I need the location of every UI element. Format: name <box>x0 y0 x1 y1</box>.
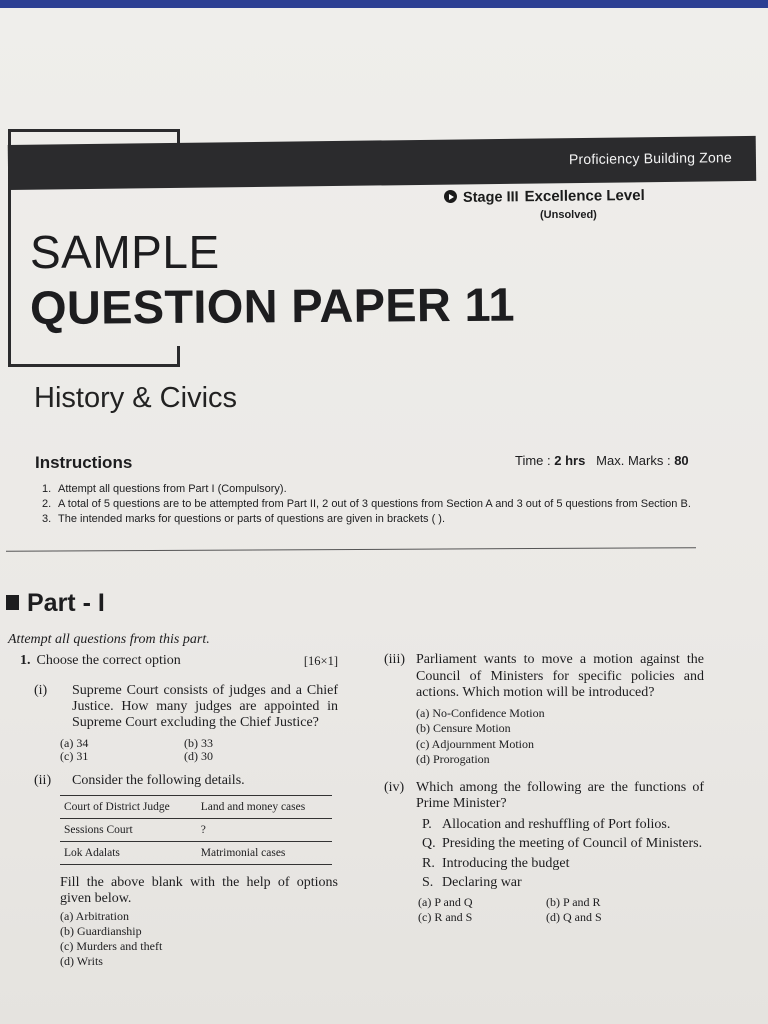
question-iii: (iii) Parliament wants to move a motion against the Council of Ministers for specific policies and actions. Which motion will be introduced? <box>384 652 704 700</box>
option: (d) Q and S <box>546 909 602 924</box>
instructions-list <box>42 482 702 527</box>
table-row: Lok Adalats Matrimonial cases <box>60 842 332 865</box>
zone-label: Proficiency Building Zone <box>568 149 733 168</box>
question-marks: [16×1] <box>303 654 338 668</box>
stage-label <box>444 187 645 206</box>
option: (b) 33 <box>184 736 213 750</box>
table-row: Court of District Judge Land and money cases <box>60 796 332 819</box>
time-and-marks <box>515 453 689 468</box>
option: (d) Prorogation <box>416 752 490 766</box>
title-sample: SAMPLE <box>30 226 220 278</box>
table-row: Sessions Court ? <box>60 819 332 842</box>
instruction-item: 3. The intended marks for questions or parts of questions are given in brackets ( ). <box>42 513 446 525</box>
statement: R. Introducing the budget <box>422 855 570 871</box>
question-ii-options <box>60 909 338 969</box>
question-i-options <box>60 737 338 763</box>
option: (a) P and Q <box>418 894 473 909</box>
question-ii: (ii) Consider the following details. <box>34 773 245 788</box>
instruction-item: 1. Attempt all questions from Part I (Compulsory). <box>42 483 287 495</box>
option: (b) Censure Motion <box>416 721 511 735</box>
option: (a) 34 <box>60 736 89 750</box>
section-divider <box>6 547 696 552</box>
instructions-heading: Instructions <box>35 453 133 472</box>
option: (c) R and S <box>418 909 473 924</box>
title-frame-bottom-right <box>177 346 180 367</box>
play-icon <box>444 190 457 203</box>
question-iv-statements <box>422 817 704 892</box>
option: (b) Guardianship <box>60 924 142 938</box>
stage-level: Excellence Level <box>524 186 645 206</box>
question-iv-options <box>418 895 704 925</box>
option: (d) 30 <box>184 749 213 763</box>
option: (c) Murders and theft <box>60 939 163 953</box>
part-heading: Part - I <box>6 589 105 618</box>
question-i: (i) Supreme Court consists of judges and a Chief Justice. How many judges are appointed in Supreme Court excluding the Chief Justice? <box>34 683 338 730</box>
court-details-table <box>60 795 332 865</box>
square-bullet-icon <box>6 595 19 610</box>
question-iii-options <box>416 706 704 768</box>
marks-label: Max. Marks : <box>596 453 675 468</box>
title-question-paper: QUESTION PAPER 11 <box>29 277 515 334</box>
document-page <box>0 8 768 1024</box>
unsolved-label: (Unsolved) <box>540 209 597 221</box>
question-1: 1. Choose the correct option [16×1] <box>20 653 338 668</box>
option: (c) 31 <box>60 749 89 763</box>
option: (a) No-Confidence Motion <box>416 705 545 720</box>
left-column <box>20 653 338 969</box>
part-instruction: Attempt all questions from this part. <box>8 632 210 647</box>
option: (d) Writs <box>60 954 103 968</box>
option: (b) P and R <box>546 894 601 909</box>
title-frame-bottom <box>8 364 180 367</box>
title-frame-top <box>8 129 180 132</box>
right-column <box>384 652 704 925</box>
subject-title: History & Civics <box>34 382 238 414</box>
stage-prefix: Stage III <box>462 189 519 206</box>
option: (c) Adjournment Motion <box>416 736 534 751</box>
option: (a) Arbitration <box>60 909 129 923</box>
statement: P. Allocation and reshuffling of Port folios. <box>422 816 671 832</box>
question-iv: (iv) Which among the following are the functions of Prime Minister? <box>384 779 704 811</box>
zone-banner <box>8 136 756 190</box>
statement: Q. Presiding the meeting of Council of Ministers. <box>422 836 703 851</box>
time-value: 2 hrs <box>554 453 586 468</box>
statement: S. Declaring war <box>422 875 522 890</box>
marks-value: 80 <box>674 453 689 468</box>
fill-instruction: Fill the above blank with the help of options given below. <box>60 875 338 906</box>
time-label: Time : <box>515 453 555 468</box>
top-color-band <box>0 0 768 8</box>
instruction-item: 2. A total of 5 questions are to be attempted from Part II, 2 out of 3 questions from Section A and 3 out of 5 questions from Section B. <box>42 498 691 510</box>
